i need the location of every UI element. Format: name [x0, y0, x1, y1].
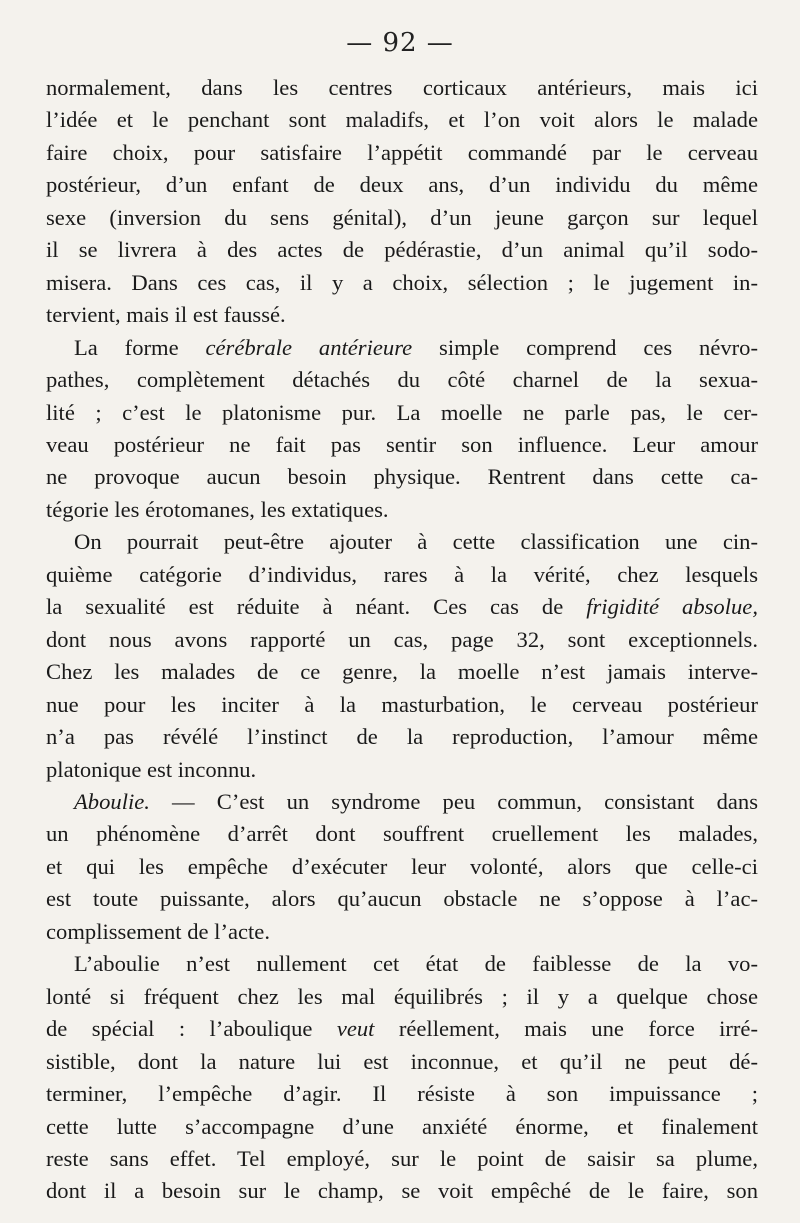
text-line: tervient, mais il est faussé.	[46, 302, 286, 328]
text-line: misera. Dans ces cas, il y a choix, sélection ; le jugement in-	[46, 269, 758, 295]
text-run: simple comprend ces névro-	[412, 334, 758, 360]
text-line: est toute puissante, alors qu’aucun obstacle ne s’oppose à l’ac-	[46, 886, 758, 912]
text-line: et qui les empêche d’exécuter leur volonté, alors que celle-ci	[46, 853, 758, 879]
text-line: lité ; c’est le platonisme pur. La moelle ne parle pas, le cer-	[46, 399, 758, 425]
text-line: sistible, dont la nature lui est inconnue, et qu’il ne peut dé-	[46, 1048, 758, 1074]
text-line: faire choix, pour satisfaire l’appétit commandé par le cerveau	[46, 139, 758, 165]
italic-term: frigidité absolue,	[586, 594, 758, 620]
text-line: postérieur, d’un enfant de deux ans, d’un individu du même	[46, 172, 758, 198]
section-heading: Aboulie.	[74, 788, 150, 814]
text-line	[46, 1013, 758, 1045]
text-line	[46, 332, 758, 364]
text-line: quième catégorie d’individus, rares à la vérité, chez lesquels	[46, 561, 758, 587]
text-line	[46, 786, 758, 818]
text-run: de spécial : l’aboulique	[46, 1016, 337, 1042]
text-line: pathes, complètement détachés du côté charnel de la sexua-	[46, 367, 758, 393]
text-line: normalement, dans les centres corticaux antérieurs, mais ici	[46, 75, 758, 100]
text-run: On pourrait peut-être ajouter à cette classification une cin-	[74, 529, 758, 555]
body-text	[46, 72, 758, 1208]
text-line	[46, 591, 758, 623]
text-run: la sexualité est réduite à néant. Ces cas de	[46, 594, 587, 620]
text-line: n’a pas révélé l’instinct de la reproduction, l’amour même	[46, 724, 758, 750]
text-line: ne provoque aucun besoin physique. Rentrent dans cette ca-	[46, 464, 758, 490]
text-line: dont nous avons rapporté un cas, page 32, sont exceptionnels.	[46, 626, 758, 652]
text-run: La forme	[74, 334, 206, 360]
text-line: tégorie les érotomanes, les extatiques.	[46, 496, 389, 522]
text-line: veau postérieur ne fait pas sentir son influence. Leur amour	[46, 431, 758, 457]
text-line: lonté si fréquent chez les mal équilibrés ; il y a quelque chose	[46, 983, 758, 1009]
text-line: platonique est inconnu.	[46, 756, 257, 782]
text-run: réellement, mais une force irré-	[374, 1016, 758, 1042]
text-line: un phénomène d’arrêt dont souffrent cruellement les malades,	[46, 821, 758, 847]
text-run: — C’est un syndrome peu commun, consistant dans	[149, 788, 758, 814]
text-line: cette lutte s’accompagne d’une anxiété énorme, et finalement	[46, 1113, 758, 1139]
text-line: il se livrera à des actes de pédérastie, d’un animal qu’il sodo-	[46, 237, 758, 263]
text-run: L’aboulie n’est nullement cet état de faiblesse de la vo-	[74, 951, 758, 977]
text-line: terminer, l’empêche d’agir. Il résiste à son impuissance ;	[46, 1081, 758, 1107]
text-line: complissement de l’acte.	[46, 918, 270, 944]
text-line: dont il a besoin sur le champ, se voit empêché de le faire, son	[46, 1178, 758, 1204]
text-line: Chez les malades de ce genre, la moelle n’est jamais interve-	[46, 659, 758, 685]
italic-term: veut	[336, 1016, 375, 1042]
text-line: nue pour les inciter à la masturbation, le cerveau postérieur	[46, 691, 758, 717]
text-line: l’idée et le penchant sont maladifs, et l’on voit alors le malade	[46, 107, 758, 133]
text-line	[46, 526, 758, 558]
text-line	[46, 948, 758, 980]
text-line: sexe (inversion du sens génital), d’un jeune garçon sur lequel	[46, 204, 758, 230]
italic-term: cérébrale antérieure	[205, 334, 413, 360]
text-line: reste sans effet. Tel employé, sur le point de saisir sa plume,	[46, 1145, 758, 1171]
page-number: — 92 —	[346, 28, 454, 58]
